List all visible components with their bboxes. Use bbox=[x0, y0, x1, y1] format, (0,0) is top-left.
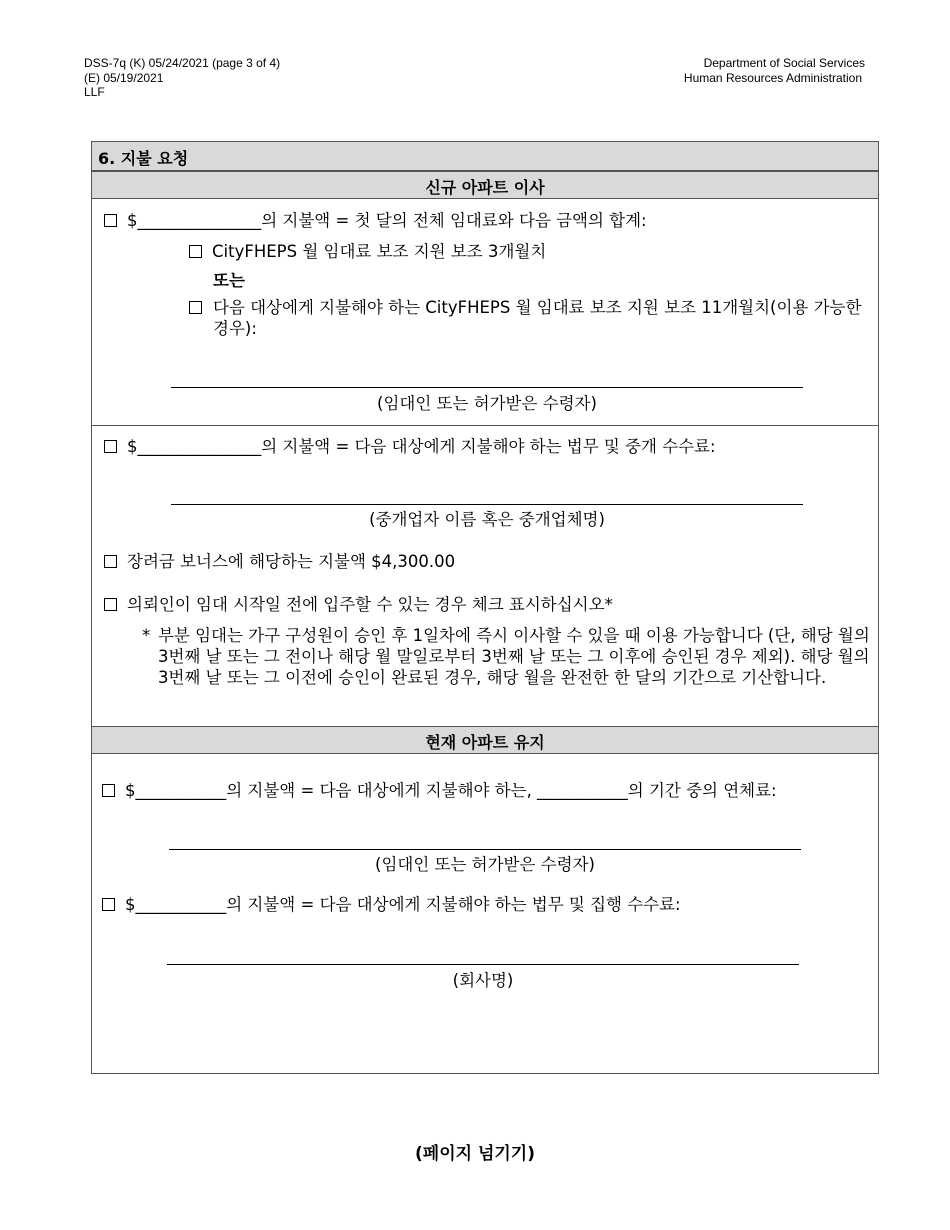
agency-division: Human Resources Administration bbox=[683, 70, 862, 85]
agency-name: Department of Social Services bbox=[703, 56, 865, 70]
early-move-in-checkbox[interactable] bbox=[104, 598, 117, 611]
arrears-text: $___________의 지불액 = 다음 대상에게 지불해야 하는, ___________의 기간 중의 연체료: bbox=[125, 781, 777, 800]
new-apartment-heading: 신규 아파트 이사 bbox=[92, 171, 878, 199]
landlord-caption: (임대인 또는 허가받은 수령자) bbox=[377, 394, 597, 413]
legal-broker-fee-row bbox=[104, 436, 716, 457]
legal-broker-fee-checkbox[interactable] bbox=[104, 440, 117, 453]
first-month-payment-row bbox=[104, 210, 647, 231]
section-title: 6. 지불 요청 bbox=[92, 142, 878, 171]
arrears-payee-caption: (임대인 또는 허가받은 수령자) bbox=[375, 855, 595, 874]
eleven-month-text: 다음 대상에게 지불해야 하는 CityFHEPS 월 임대료 보조 지원 보조 11개월치(이용 가능한 경우): bbox=[213, 298, 862, 338]
incentive-bonus-checkbox[interactable] bbox=[104, 555, 117, 568]
landlord-signature-line[interactable] bbox=[171, 387, 803, 388]
agency-block bbox=[684, 56, 865, 85]
company-name-line[interactable] bbox=[167, 964, 799, 965]
current-apartment-heading: 현재 아파트 유지 bbox=[92, 726, 878, 754]
divider bbox=[92, 425, 878, 426]
early-move-in-text: 의뢰인이 임대 시작일 전에 입주할 수 있는 경우 체크 표시하십시오* bbox=[127, 595, 613, 614]
legal-marshal-fee-text: $___________의 지불액 = 다음 대상에게 지불해야 하는 법무 및 집행 수수료: bbox=[125, 895, 681, 914]
first-month-payment-checkbox[interactable] bbox=[104, 214, 117, 227]
legal-broker-fee-text: $_______________의 지불액 = 다음 대상에게 지불해야 하는 법무 및 중개 수수료: bbox=[127, 437, 716, 456]
form-id-block bbox=[84, 56, 280, 100]
broker-signature-line[interactable] bbox=[171, 504, 803, 505]
company-caption: (회사명) bbox=[452, 971, 514, 990]
three-month-checkbox[interactable] bbox=[189, 245, 202, 258]
broker-caption: (중개업자 이름 혹은 중개업체명) bbox=[369, 510, 605, 529]
early-move-in-row bbox=[104, 594, 613, 615]
payment-request-section bbox=[91, 141, 879, 1074]
three-month-option-row bbox=[189, 241, 546, 262]
first-month-payment-text: $_______________의 지불액 = 첫 달의 전체 임대료와 다음 금액의 합계: bbox=[127, 211, 647, 230]
incentive-bonus-row bbox=[104, 551, 455, 572]
arrears-row bbox=[102, 780, 777, 801]
arrears-payee-line[interactable] bbox=[169, 849, 801, 850]
eleven-month-option-row bbox=[189, 297, 212, 318]
three-month-text: CityFHEPS 월 임대료 보조 지원 보조 3개월치 bbox=[212, 242, 547, 261]
footnote-text: 부분 임대는 가구 구성원이 승인 후 1일차에 즉시 이사할 수 있을 때 이용 가능합니다 (단, 해당 월의 3번째 날 또는 그 전이나 해당 월 말일로부터 3번째 날 또는 그 이후에 승인된 경우 제외). 해당 월의 3번째 날 또는 그 이전에 승인이 완료된 경우, 해당 월을 완전한 한 달의 기간으로 기산합니다. bbox=[158, 626, 870, 687]
or-label: 또는 bbox=[213, 271, 245, 290]
legal-marshal-fee-row bbox=[102, 894, 681, 915]
arrears-checkbox[interactable] bbox=[102, 784, 115, 797]
form-edition-line: (E) 05/19/2021 bbox=[84, 70, 164, 85]
form-id-line: DSS-7q (K) 05/24/2021 (page 3 of 4) bbox=[84, 56, 281, 70]
footnote-mark: * bbox=[142, 626, 151, 645]
legal-marshal-fee-checkbox[interactable] bbox=[102, 898, 115, 911]
continue-note: (페이지 넘기기) bbox=[415, 1144, 535, 1164]
incentive-bonus-text: 장려금 보너스에 해당하는 지불액 $4,300.00 bbox=[127, 552, 456, 571]
form-code-line: LLF bbox=[84, 85, 105, 99]
eleven-month-checkbox[interactable] bbox=[189, 301, 202, 314]
